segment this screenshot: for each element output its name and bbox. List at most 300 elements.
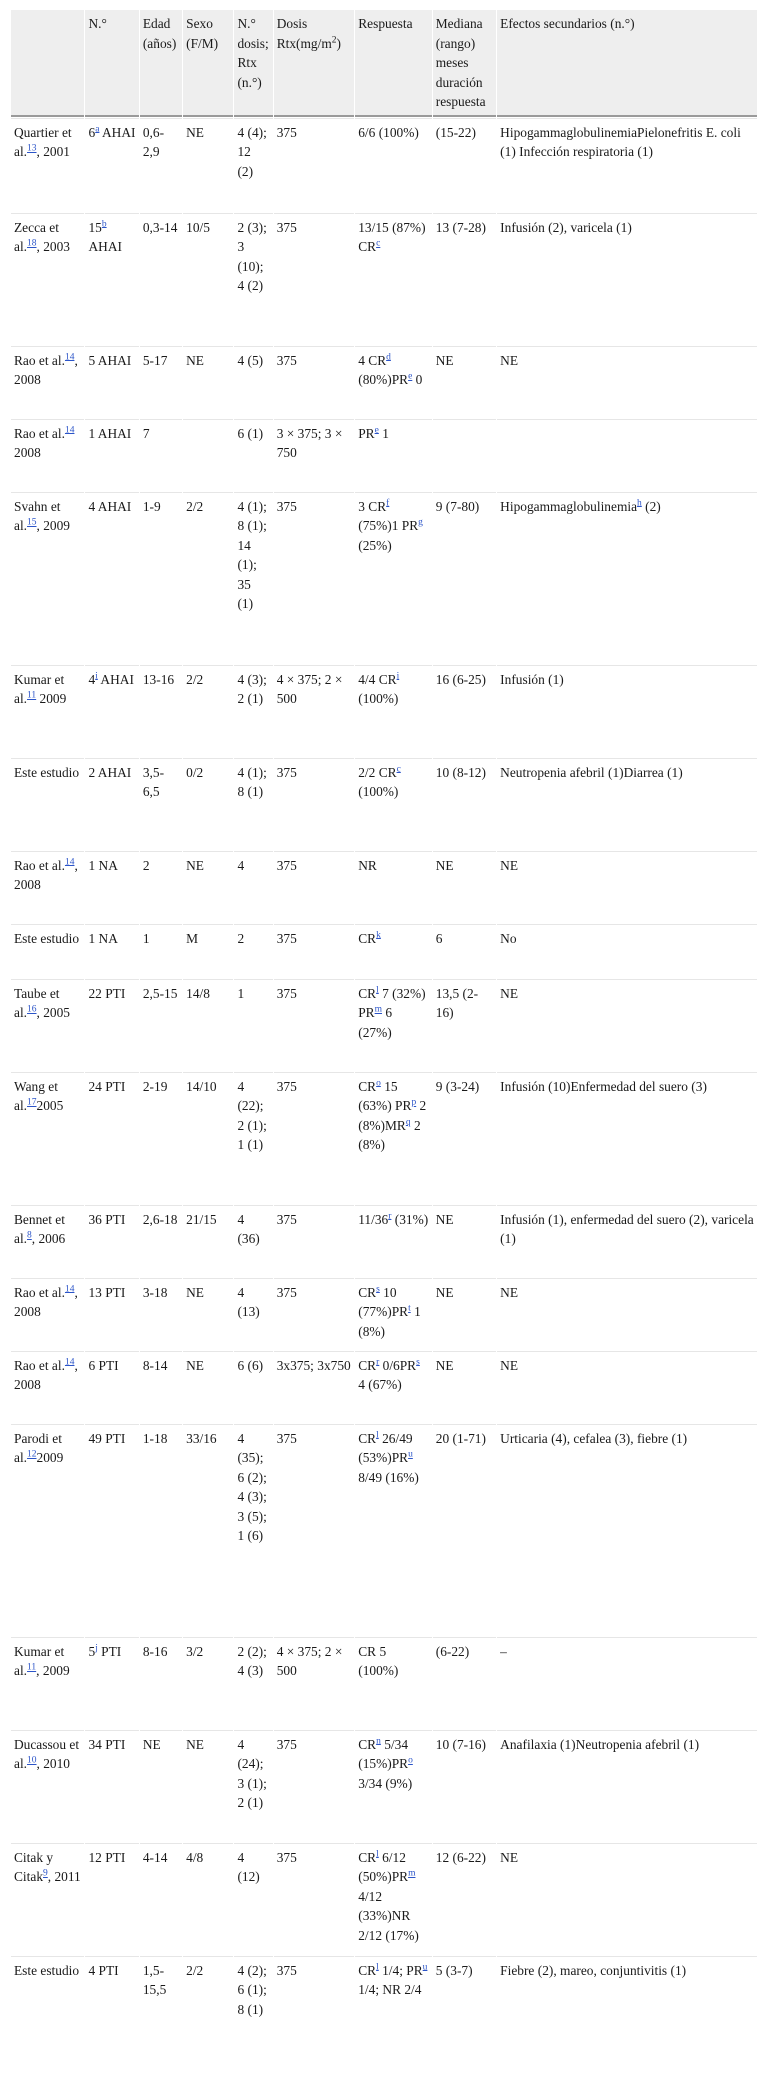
cell-dosis-rtx: 375 [274, 1956, 355, 2068]
cell-respuesta-text: CR [358, 1962, 377, 1978]
cell-dosis: 2 (3); 3 (10); 4 (2) [234, 213, 272, 345]
cell-study-text: 2009 [36, 691, 67, 706]
cell-respuesta-text: 6 (27%) [358, 1005, 393, 1040]
footnote-link[interactable]: r [388, 1211, 392, 1222]
cell-n [85, 851, 138, 923]
cell-study-text: Este estudio [14, 764, 80, 780]
cell-respuesta-text: 4/4 CR [358, 671, 397, 687]
cell-mediana: 20 (1-71) [433, 1424, 496, 1636]
cell-respuesta-text: 15 (63%) PR [358, 1078, 412, 1113]
footnote-link[interactable]: f [386, 498, 390, 509]
footnote-link[interactable]: d [386, 352, 391, 363]
cell-dosis: 4 [234, 851, 272, 923]
footnote-link[interactable]: l [376, 1849, 379, 1860]
table-row [11, 346, 757, 418]
cell-edad: 0,3-14 [140, 213, 182, 345]
table-row [11, 1072, 757, 1204]
cell-study-text: , 2008 [14, 352, 78, 387]
cell-dosis: 4 (2); 6 (1); 8 (1) [234, 1956, 272, 2068]
cell-mediana: NE [433, 1278, 496, 1350]
footnote-link[interactable]: i [95, 671, 98, 682]
cell-sexo: 4/8 [183, 1843, 233, 1955]
cell-respuesta-text: (25%) [358, 537, 392, 553]
table-row [11, 924, 757, 978]
cell-study-text: Citak y Citak [14, 1849, 54, 1884]
cell-respuesta-text: 5/34 (15%)PR [358, 1736, 409, 1771]
cell-respuesta-text: (31%) [391, 1211, 429, 1227]
cell-n-text: 22 PTI [88, 985, 126, 1001]
cell-n-text: 15 [88, 219, 102, 235]
cell-dosis-rtx: 3 × 375; 3 × 750 [274, 419, 355, 491]
cell-n [85, 758, 138, 850]
cell-respuesta-text: 1 (8%) [358, 1304, 421, 1339]
cell-n-text: 6 PTI [88, 1357, 119, 1373]
cell-study-ref-sup [27, 691, 36, 701]
footnote-link[interactable]: g [418, 517, 423, 528]
cell-sexo: 2/2 [183, 1956, 233, 2068]
footnote-link[interactable]: m [374, 1004, 383, 1015]
cell-n-text: 34 PTI [88, 1736, 126, 1752]
cell-n [85, 1637, 138, 1729]
cell-respuesta-text: 1/4; NR 2/4 [358, 1982, 422, 1997]
footnote-link[interactable]: e [374, 425, 379, 436]
cell-dosis: 2 (2); 4 (3) [234, 1637, 272, 1729]
cell-dosis: 6 (6) [234, 1351, 272, 1423]
cell-sexo: 14/10 [183, 1072, 233, 1204]
header-row [11, 10, 757, 117]
cell-study-text: , 2011 [47, 1869, 81, 1884]
cell-sexo: NE [183, 346, 233, 418]
header-mediana: Mediana (rango) meses duración respuesta [433, 10, 496, 117]
cell-study [11, 1843, 84, 1955]
cell-study-text: Rao et al. [14, 1284, 65, 1300]
cell-n-text: 4 PTI [88, 1962, 119, 1978]
cell-mediana: 9 (3-24) [433, 1072, 496, 1204]
cell-respuesta-text: CR [358, 1078, 377, 1094]
cell-study [11, 665, 84, 757]
cell-dosis: 2 [234, 924, 272, 978]
cell-respuesta-text: CR [358, 1849, 377, 1865]
cell-edad: 7 [140, 419, 182, 491]
cell-n-text: AHAI [97, 671, 134, 687]
cell-respuesta-text: 11/36 [358, 1211, 389, 1227]
cell-efectos: No [497, 924, 757, 978]
cell-study-text: , 2003 [36, 239, 70, 254]
cell-study-text: Rao et al. [14, 857, 65, 873]
cell-study-ref-sup [27, 1663, 36, 1673]
cell-dosis-rtx: 375 [274, 758, 355, 850]
cell-n [85, 1351, 138, 1423]
cell-dosis-rtx: 4 × 375; 2 × 500 [274, 665, 355, 757]
cell-study [11, 419, 84, 491]
cell-study-text: Kumar et al. [14, 1643, 65, 1678]
reference-link[interactable]: 15 [27, 517, 37, 528]
cell-study [11, 1956, 84, 2068]
cell-n-text: 36 PTI [88, 1211, 126, 1227]
cell-respuesta-text: 3 CR [358, 498, 387, 514]
cell-respuesta-text: 2/2 CR [358, 764, 397, 780]
cell-study-text: Rao et al. [14, 1357, 65, 1373]
cell-n-text: 5 [88, 1643, 96, 1659]
table-row [11, 1205, 757, 1277]
table-body [11, 118, 757, 2068]
cell-sexo: NE [183, 1278, 233, 1350]
cell-respuesta-text: CR [358, 985, 377, 1001]
cell-n [85, 118, 138, 212]
reference-link[interactable]: 11 [27, 690, 37, 701]
table-row [11, 1956, 757, 2068]
cell-edad: 4-14 [140, 1843, 182, 1955]
footnote-link[interactable]: b [101, 219, 107, 230]
cell-efectos: NE [497, 346, 757, 418]
reference-link[interactable]: 17 [27, 1097, 37, 1108]
cell-efectos-text: (2) [641, 498, 661, 514]
cell-edad: 2 [140, 851, 182, 923]
cell-respuesta-text: 0/6PR [379, 1357, 417, 1373]
cell-efectos: Fiebre (2), mareo, conjuntivitis (1) [497, 1956, 757, 2068]
cell-efectos: – [497, 1637, 757, 1729]
table-row [11, 665, 757, 757]
footnote-link[interactable]: o [376, 1078, 381, 1089]
cell-efectos: Neutropenia afebril (1)Diarrea (1) [497, 758, 757, 850]
table-row [11, 1637, 757, 1729]
cell-respuesta [355, 492, 432, 664]
cell-respuesta-footnote-sup [423, 1962, 428, 1972]
reference-link[interactable]: 14 [64, 425, 75, 436]
header-dosis-rtx-text: Dosis Rtx(mg/m [276, 16, 332, 51]
cell-n [85, 346, 138, 418]
cell-respuesta [355, 419, 432, 491]
footnote-link[interactable]: s [376, 1284, 380, 1295]
cell-respuesta-text: CR 5 (100%) [358, 1643, 399, 1678]
cell-sexo: NE [183, 1730, 233, 1842]
cell-study [11, 851, 84, 923]
cell-dosis-rtx: 3x375; 3x750 [274, 1351, 355, 1423]
cell-study-text: Bennet et al. [14, 1211, 65, 1246]
cell-sexo: 21/15 [183, 1205, 233, 1277]
table-row [11, 851, 757, 923]
cell-edad: 3,5-6,5 [140, 758, 182, 850]
reference-link[interactable]: 8 [27, 1230, 32, 1241]
cell-mediana: 9 (7-80) [433, 492, 496, 664]
cell-study-text: Zecca et al. [14, 219, 59, 254]
cell-efectos: Infusión (1), enfermedad del suero (2), varicela (1) [497, 1205, 757, 1277]
cell-dosis: 4 (12) [234, 1843, 272, 1955]
cell-respuesta [355, 924, 432, 978]
cell-study [11, 1205, 84, 1277]
table-row [11, 118, 757, 212]
cell-study [11, 1278, 84, 1350]
cell-respuesta-footnote-sup [386, 352, 391, 362]
cell-respuesta-text: 7 (32%) PR [358, 985, 426, 1020]
cell-study [11, 924, 84, 978]
footnote-link[interactable]: s [416, 1357, 420, 1368]
cell-n-text: 4 AHAI [88, 498, 132, 514]
cell-study-text: Kumar et al. [14, 671, 65, 706]
header-sexo: Sexo (F/M) [183, 10, 233, 117]
cell-edad: 2,5-15 [140, 979, 182, 1071]
cell-dosis: 4 (5) [234, 346, 272, 418]
cell-efectos-text: Hipogammaglobulinemia [500, 498, 638, 514]
cell-study-text: , 2008 [14, 1284, 78, 1319]
cell-study-text: , 2006 [31, 1231, 66, 1246]
cell-sexo: 2/2 [183, 492, 233, 664]
cell-dosis-rtx: 375 [274, 851, 355, 923]
cell-dosis: 4 (35); 6 (2); 4 (3); 3 (5); 1 (6) [234, 1424, 272, 1636]
cell-study [11, 492, 84, 664]
cell-respuesta-footnote-sup [386, 498, 389, 508]
cell-n [85, 924, 138, 978]
cell-n [85, 419, 138, 491]
cell-dosis: 4 (24); 3 (1); 2 (1) [234, 1730, 272, 1842]
cell-study-ref-sup [27, 1098, 37, 1108]
reference-link[interactable]: 18 [27, 238, 37, 249]
cell-efectos [497, 419, 757, 491]
cell-sexo: 3/2 [183, 1637, 233, 1729]
footnote-link[interactable]: u [422, 1962, 428, 1973]
cell-efectos [497, 492, 757, 664]
footnote-link[interactable]: j [95, 1643, 98, 1654]
cell-respuesta-text: 6/6 (100%) [358, 124, 419, 140]
cell-n-text: 13 PTI [88, 1284, 126, 1300]
header-respuesta: Respuesta [355, 10, 432, 117]
cell-study-text: Quartier et al. [14, 124, 72, 159]
cell-edad: 5-17 [140, 346, 182, 418]
cell-respuesta [355, 665, 432, 757]
cell-study-ref-sup [27, 1450, 37, 1460]
cell-mediana: 6 [433, 924, 496, 978]
reference-link[interactable]: 11 [27, 1662, 37, 1673]
cell-respuesta-text: CR [358, 1430, 377, 1446]
cell-efectos: NE [497, 851, 757, 923]
table-row [11, 979, 757, 1071]
cell-dosis-rtx: 375 [274, 1072, 355, 1204]
cell-study [11, 213, 84, 345]
table-row [11, 1730, 757, 1842]
cell-n [85, 1956, 138, 2068]
footnote-link[interactable]: p [411, 1097, 417, 1108]
footnote-link[interactable]: h [637, 498, 642, 509]
cell-mediana: 10 (8-12) [433, 758, 496, 850]
cell-respuesta-footnote-sup [397, 671, 400, 681]
cell-respuesta-footnote-sup [376, 930, 381, 940]
cell-mediana: 12 (6-22) [433, 1843, 496, 1955]
cell-n [85, 213, 138, 345]
cell-study-text: , 2008 [14, 857, 78, 892]
cell-n [85, 665, 138, 757]
cell-study-text: Taube et al. [14, 985, 60, 1020]
reference-link[interactable]: 12 [27, 1449, 37, 1460]
cell-dosis-rtx: 375 [274, 979, 355, 1071]
cell-respuesta [355, 1730, 432, 1842]
cell-mediana: NE [433, 1351, 496, 1423]
cell-efectos: NE [497, 1843, 757, 1955]
header-edad: Edad (años) [140, 10, 182, 117]
cell-respuesta [355, 213, 432, 345]
footnote-link[interactable]: e [408, 371, 413, 382]
footnote-link[interactable]: l [376, 985, 379, 996]
cell-sexo: M [183, 924, 233, 978]
cell-mediana: 13 (7-28) [433, 213, 496, 345]
footnote-link[interactable]: l [376, 1430, 379, 1441]
cell-dosis-rtx: 375 [274, 118, 355, 212]
cell-respuesta-text: (100%) [358, 784, 399, 799]
cell-respuesta-text: 3/34 (9%) [358, 1775, 413, 1791]
cell-mediana: 16 (6-25) [433, 665, 496, 757]
cell-n-text: 2 AHAI [88, 764, 132, 780]
cell-study-text: , 2008 [14, 1357, 78, 1392]
cell-efectos: Infusión (2), varicela (1) [497, 213, 757, 345]
reference-link[interactable]: 9 [43, 1868, 48, 1879]
cell-efectos: Anafilaxia (1)Neutropenia afebril (1) [497, 1730, 757, 1842]
cell-dosis-rtx: 375 [274, 492, 355, 664]
cell-study-ref-sup [27, 1005, 37, 1015]
cell-sexo: 33/16 [183, 1424, 233, 1636]
header-dosis-rtx-sup: 2 [331, 35, 337, 46]
cell-edad: 1-18 [140, 1424, 182, 1636]
cell-study-text: , 2009 [36, 518, 70, 533]
reference-link[interactable]: 14 [64, 1357, 75, 1368]
cell-respuesta-text: CR [358, 1736, 377, 1752]
cell-n-text: 1 NA [88, 857, 118, 873]
cell-respuesta-text: (100%) [358, 691, 399, 706]
table-row [11, 492, 757, 664]
cell-dosis-rtx: 375 [274, 1730, 355, 1842]
cell-study-text: Ducassou et al. [14, 1736, 80, 1771]
cell-efectos: HipogammaglobulinemiaPielonefritis E. coli (1) Infección respiratoria (1) [497, 118, 757, 212]
footnote-link[interactable]: m [408, 1868, 416, 1879]
cell-respuesta-text: PR [358, 425, 375, 441]
cell-dosis: 4 (4); 12 (2) [234, 118, 272, 212]
cell-mediana: (6-22) [433, 1637, 496, 1729]
cell-study-ref-sup [65, 425, 75, 435]
cell-n-text: AHAI [99, 124, 136, 140]
cell-dosis: 6 (1) [234, 419, 272, 491]
footnote-link[interactable]: i [396, 671, 400, 682]
table-row [11, 758, 757, 850]
table-row [11, 1278, 757, 1350]
footnote-link[interactable]: q [405, 1117, 411, 1128]
footnote-link[interactable]: c [376, 238, 381, 249]
cell-respuesta [355, 758, 432, 850]
cell-sexo: 10/5 [183, 213, 233, 345]
cell-dosis: 4 (3); 2 (1) [234, 665, 272, 757]
cell-study [11, 1072, 84, 1204]
cell-study-text: , 2005 [36, 1005, 70, 1020]
cell-mediana: 13,5 (2-16) [433, 979, 496, 1071]
cell-respuesta-text: 4 CR [358, 352, 387, 368]
footnote-link[interactable]: o [408, 1755, 413, 1766]
cell-respuesta [355, 1424, 432, 1636]
cell-study-ref-sup [27, 1756, 37, 1766]
footnote-link[interactable]: c [396, 764, 401, 775]
cell-respuesta-text: 4/12 (33%)NR 2/12 (17%) [358, 1888, 419, 1943]
header-n: N.° [85, 10, 138, 117]
cell-respuesta [355, 346, 432, 418]
table-row [11, 1843, 757, 1955]
cell-sexo: NE [183, 118, 233, 212]
cell-respuesta [355, 1843, 432, 1955]
cell-sexo: 14/8 [183, 979, 233, 1071]
cell-respuesta-footnote-sup [408, 1756, 413, 1766]
footnote-link[interactable]: u [408, 1449, 413, 1460]
cell-mediana: (15-22) [433, 118, 496, 212]
cell-n [85, 1730, 138, 1842]
cell-study-text: Parodi et al. [14, 1430, 62, 1465]
cell-edad: 8-16 [140, 1637, 182, 1729]
footnote-link[interactable]: k [376, 930, 381, 941]
cell-respuesta-text: 1 [378, 425, 389, 441]
cell-study-text: Svahn et al. [14, 498, 61, 533]
reference-link[interactable]: 14 [64, 1284, 75, 1295]
cell-study [11, 118, 84, 212]
cell-n [85, 1072, 138, 1204]
cell-n [85, 1424, 138, 1636]
footnote-link[interactable]: r [376, 1357, 380, 1368]
cell-study [11, 1730, 84, 1842]
reference-link[interactable]: 14 [64, 857, 75, 868]
cell-study-text: Wang et al. [14, 1078, 58, 1113]
reference-link[interactable]: 10 [27, 1755, 37, 1766]
cell-respuesta-footnote-sup [408, 1450, 413, 1460]
cell-dosis-rtx: 375 [274, 346, 355, 418]
cell-sexo: 0/2 [183, 758, 233, 850]
cell-n-text: PTI [97, 1643, 122, 1659]
cell-study-text: 2005 [36, 1098, 64, 1113]
cell-study [11, 1351, 84, 1423]
cell-n [85, 1205, 138, 1277]
cell-study [11, 1424, 84, 1636]
cell-mediana: 10 (7-16) [433, 1730, 496, 1842]
cell-dosis-rtx: 375 [274, 213, 355, 345]
cell-edad: 2-19 [140, 1072, 182, 1204]
cell-n-text: 4 [88, 671, 96, 687]
cell-respuesta-text: 4 (67%) [358, 1377, 402, 1392]
cell-n-text: 24 PTI [88, 1078, 126, 1094]
cell-respuesta [355, 851, 432, 923]
reference-link[interactable]: 16 [27, 1004, 37, 1015]
cell-respuesta [355, 1351, 432, 1423]
cell-study-text: , 2009 [36, 1663, 70, 1678]
cell-edad: 1,5-15,5 [140, 1956, 182, 2068]
reference-link[interactable]: 14 [64, 352, 75, 363]
cell-edad: NE [140, 1730, 182, 1842]
footnote-link[interactable]: a [95, 124, 100, 135]
footnote-link[interactable]: t [408, 1303, 411, 1314]
cell-respuesta [355, 1072, 432, 1204]
cell-respuesta-text: (75%)1 PR [358, 518, 419, 533]
cell-edad: 1-9 [140, 492, 182, 664]
table-row [11, 1424, 757, 1636]
cell-respuesta [355, 1278, 432, 1350]
reference-link[interactable]: 13 [27, 143, 37, 154]
footnote-link[interactable]: l [376, 1962, 379, 1973]
cell-respuesta-text: CR [358, 1357, 377, 1373]
cell-study-text: Rao et al. [14, 352, 65, 368]
cell-mediana: NE [433, 346, 496, 418]
cell-study-text: Este estudio [14, 930, 80, 946]
cell-study [11, 758, 84, 850]
cell-respuesta [355, 979, 432, 1071]
cell-study [11, 979, 84, 1071]
cell-study-text: Rao et al. [14, 425, 65, 441]
cell-dosis: 4 (1); 8 (1) [234, 758, 272, 850]
cell-respuesta-footnote-sup [376, 239, 380, 249]
footnote-link[interactable]: n [376, 1736, 381, 1747]
cell-n [85, 979, 138, 1071]
cell-efectos: Infusión (10)Enfermedad del suero (3) [497, 1072, 757, 1204]
cell-n-footnote-sup [102, 219, 107, 229]
